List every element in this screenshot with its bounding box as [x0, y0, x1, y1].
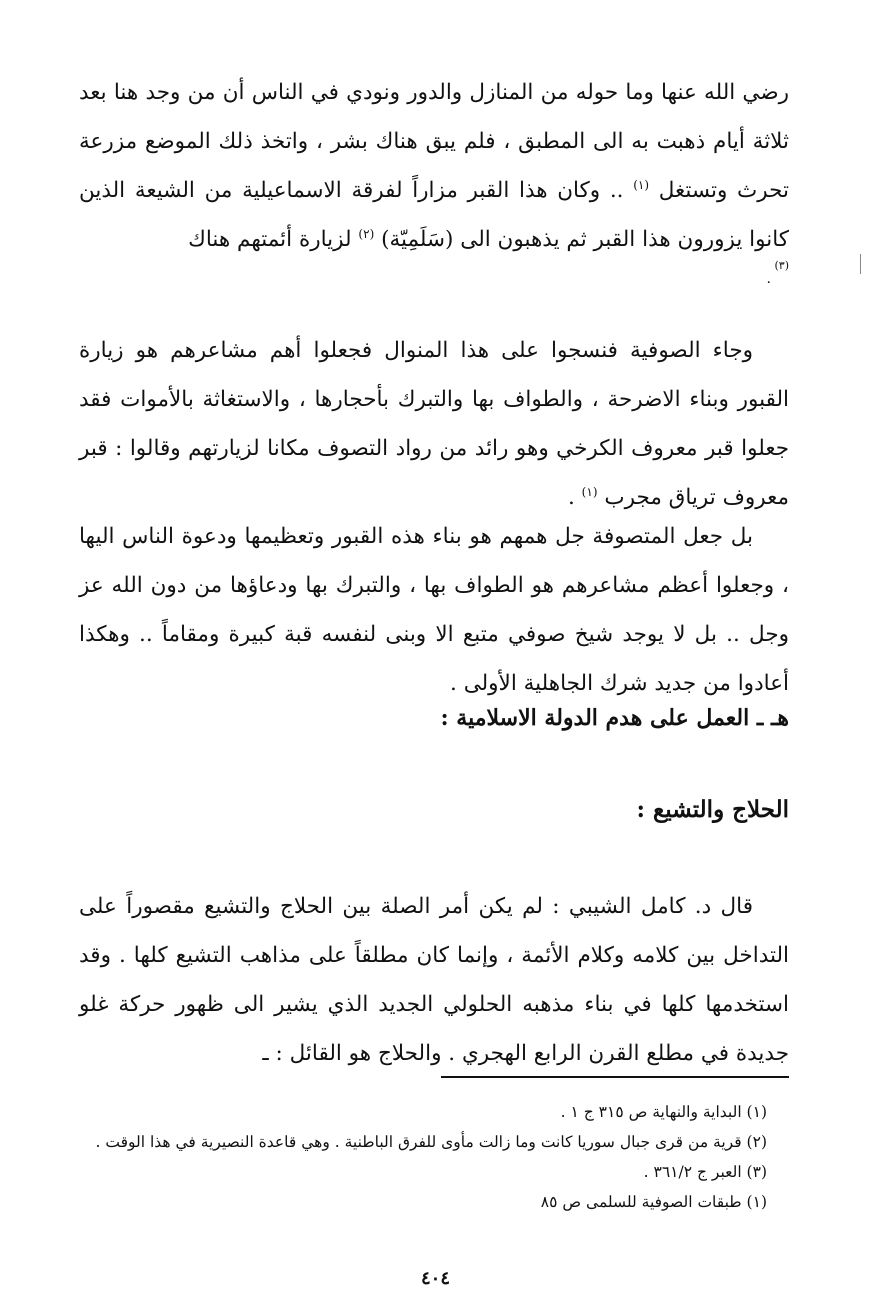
- footnote-divider: [441, 1076, 789, 1078]
- footnote-1: (١) البداية والنهاية ص ٣١٥ ج ١ .: [560, 1103, 767, 1121]
- margin-mark: [860, 254, 861, 274]
- footnote-ref-2: (٢): [358, 226, 375, 241]
- footnote-2: (٢) قرية من قرى جبال سوريا كانت وما زالت مأوى للفرق الباطنية . وهي قاعدة النصيرية في هذا الوقت .: [95, 1133, 767, 1151]
- paragraph-4: [79, 882, 789, 1078]
- footnote-3: (٣) العبر ج ٣٦١/٢ .: [643, 1163, 767, 1181]
- paragraph-1-end-mark: .: [766, 271, 771, 287]
- paragraph-1-text-b: .. وكان هذا القبر مزاراً لفرقة الاسماعيلية من الشيعة الذين كانوا يزورون هذا القبر ثم يذهبون الى (سَلَمِيّة): [79, 178, 789, 252]
- subsection-heading: الحلاج والتشيع :: [636, 796, 789, 823]
- paragraph-2-end: .: [567, 485, 575, 510]
- paragraph-3: [79, 512, 789, 708]
- footnote-ref-3: (٣): [774, 259, 789, 272]
- section-heading: هـ ـ العمل على هدم الدولة الاسلامية :: [440, 705, 789, 731]
- paragraph-1: [79, 68, 789, 264]
- paragraph-3-text: بل جعل المتصوفة جل همهم هو بناء هذه القبور وتعظيمها ودعوة الناس اليها ، وجعلوا أعظم مشاعرهم هو الطواف بها ، والتبرك بها ودعاؤها من دون الله عز وجل .. بل لا يوجد شيخ صوفي متبع الا وبنى لنفسه قبة كبيرة ومقاماً .. وهكذا أعادوا من جديد شرك الجاهلية الأولى .: [79, 524, 789, 696]
- paragraph-1-text-a: رضي الله عنها وما حوله من المنازل والدور ونودي في الناس أن من وجد هنا بعد ثلاثة أيام ذهبت به الى المطبق ، فلم يبق هناك بشر ، واتخذ ذلك الموضع مزرعة تحرث وتستغل: [79, 80, 789, 203]
- paragraph-2: [79, 326, 789, 522]
- page-number: ٤٠٤: [420, 1268, 450, 1289]
- footnotes: [79, 1097, 789, 1217]
- footnote-ref-4: (١): [581, 484, 598, 499]
- footnote-4: (١) طبقات الصوفية للسلمى ص ٨٥: [540, 1193, 767, 1211]
- paragraph-1-text-c: لزيارة أئمتهم هناك: [188, 227, 352, 252]
- footnote-ref-1: (١): [633, 177, 650, 192]
- paragraph-2-text: وجاء الصوفية فنسجوا على هذا المنوال فجعلوا أهم مشاعرهم هو زيارة القبور وبناء الاضرحة ، والطواف بها والتبرك بأحجارها ، والاستغاثة بالأموات فقد جعلوا قبر معروف الكرخي وهو رائد من رواد التصوف مكانا لزيارتهم وقالوا : قبر معروف ترياق مجرب: [79, 338, 789, 510]
- paragraph-4-text: قال د. كامل الشيبي : لم يكن أمر الصلة بين الحلاج والتشيع مقصوراً على التداخل بين كلامه وكلام الأئمة ، وإنما كان مطلقاً على مذاهب التشيع كلها . وقد استخدمها كلها في بناء مذهبه الحلولي الجديد الذي يشير الى ظهور حركة غلو جديدة في مطلع القرن الرابع الهجري . والحلاج هو القائل : ـ: [79, 894, 789, 1066]
